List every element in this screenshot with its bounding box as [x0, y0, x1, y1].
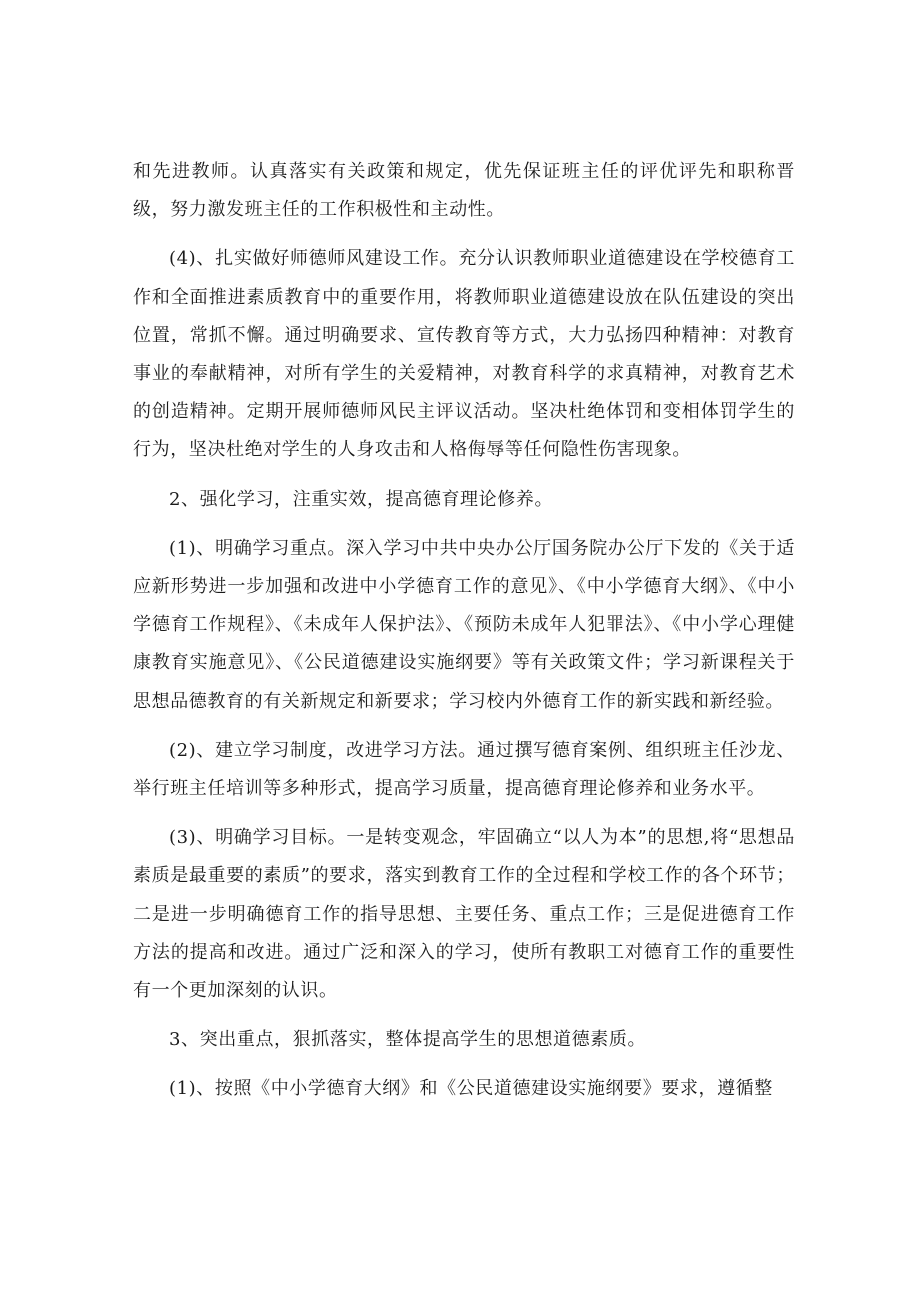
paragraph-continuation: 和先进教师。认真落实有关政策和规定，优先保证班主任的评优评先和职称晋级，努力激发班主任的工作积极性和主动性。 — [133, 161, 795, 221]
paragraph-study-goals: (3)、明确学习目标。一是转变观念，牢固确立“以人为本”的思想,将“思想品素质是最重要的素质”的要求，落实到教育工作的全过程和学校工作的各个环节；二是进一步明确德育工作的指导思想、主要任务、重点工作；三是促进德育工作方法的提高和改进。通过广泛和深入的学习，使所有教职工对德育工作的重要性有一个更加深刻的认识。 — [133, 827, 795, 1002]
paragraph-teacher-ethics: (4)、扎实做好师德师风建设工作。充分认识教师职业道德建设在学校德育工作和全面推进素质教育中的重要作用，将教师职业道德建设放在队伍建设的突出位置，常抓不懈。通过明确要求、宣传教育等方式，大力弘扬四种精神：对教育事业的奉献精神，对所有学生的关爱精神，对教育科学的求真精神，对教育艺术的创造精神。定期开展师德师风民主评议活动。坚决杜绝体罚和变相体罚学生的行为，坚决杜绝对学生的人身攻击和人格侮辱等任何隐性伤害现象。 — [133, 248, 795, 461]
section-heading-focus: 3、突出重点，狠抓落实，整体提高学生的思想道德素质。 — [169, 1029, 647, 1051]
paragraph-study-system: (2)、建立学习制度，改进学习方法。通过撰写德育案例、组织班主任沙龙、举行班主任培训等多种形式，提高学习质量，提高德育理论修养和业务水平。 — [133, 739, 795, 800]
paragraph-moral-outline: (1)、按照《中小学德育大纲》和《公民道德建设实施纲要》要求，遵循整 — [169, 1078, 773, 1100]
section-heading-study: 2、强化学习，注重实效，提高德育理论修养。 — [169, 488, 554, 510]
paragraph-study-focus: (1)、明确学习重点。深入学习中共中央办公厅国务院办公厅下发的《关于适应新形势进一步加强和改进中小学德育工作的意见》、《中小学德育大纲》、《中小学德育工作规程》、《未成年人保护法》、《预防未成年人犯罪法》、《中小学心理健康教育实施意见》、《公民道德建设实施纲要》等有关政策文件；学习新课程关于思想品德教育的有关新规定和新要求；学习校内外德育工作的新实践和新经验。 — [133, 537, 795, 712]
document-body — [133, 153, 795, 1109]
